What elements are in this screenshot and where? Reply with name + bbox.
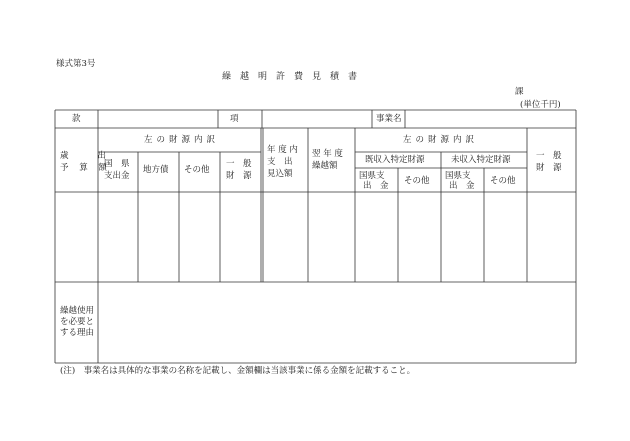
in-year-expenditure-label-2: 支 出 — [267, 157, 293, 167]
general-fund-label-1: 一 般 — [226, 159, 252, 169]
right-fund-breakdown-label: 左の財源内訳 — [403, 135, 479, 145]
national-pref-subsidy-label-1: 国 県 — [104, 159, 130, 169]
national-pref-subsidy-3-label-1: 国県支 — [445, 171, 471, 181]
local-bond-label: 地方債 — [143, 165, 169, 175]
in-year-expenditure-label-1: 年 度 内 — [267, 145, 298, 155]
carryover-reason-label-2: を必要と — [60, 317, 95, 327]
carryover-reason-label-1: 繰越使用 — [60, 306, 95, 316]
other-2-label: その他 — [404, 176, 430, 186]
received-specific-funds-label: 既収入特定財源 — [365, 155, 425, 165]
carryover-reason-label-3: する理由 — [60, 328, 95, 338]
carryover-amount-label-1: 翌 年 度 — [312, 149, 343, 159]
general-fund-2-label-2: 財 源 — [536, 163, 562, 173]
national-pref-subsidy-2-label-1: 国県支 — [359, 171, 385, 181]
national-pref-subsidy-2-label-2: 出 金 — [363, 181, 389, 191]
other-3-label: その他 — [490, 176, 516, 186]
kan-label: 款 — [72, 114, 81, 124]
left-fund-breakdown-label: 左の財源内訳 — [144, 135, 220, 145]
document-title: 繰越明許費見積書 — [222, 72, 367, 82]
form-number: 様式第3号 — [56, 59, 96, 69]
general-fund-label-2: 財 源 — [226, 171, 252, 181]
unreceived-specific-funds-label: 未収入特定財源 — [451, 155, 511, 165]
footnote: (注) 事業名は具体的な事業の名称を記載し、金額欄は当該事業に係る金額を記載すること。 — [60, 366, 416, 376]
national-pref-subsidy-label-2: 支出金 — [104, 171, 130, 181]
other-label: その他 — [184, 165, 210, 175]
national-pref-subsidy-3-label-2: 出 金 — [449, 181, 475, 191]
unit-label: (単位千円) — [520, 100, 561, 110]
expenditure-budget-label-1: 歳 出 — [60, 151, 111, 161]
expenditure-budget-label-2: 予 算 額 — [60, 163, 111, 173]
carryover-amount-label-2: 繰越額 — [312, 161, 338, 171]
department-label: 課 — [515, 87, 524, 97]
project-name-label: 事業名 — [376, 114, 402, 124]
general-fund-2-label-1: 一 般 — [536, 151, 562, 161]
in-year-expenditure-label-3: 見込額 — [267, 169, 293, 179]
kou-label: 項 — [230, 114, 239, 124]
